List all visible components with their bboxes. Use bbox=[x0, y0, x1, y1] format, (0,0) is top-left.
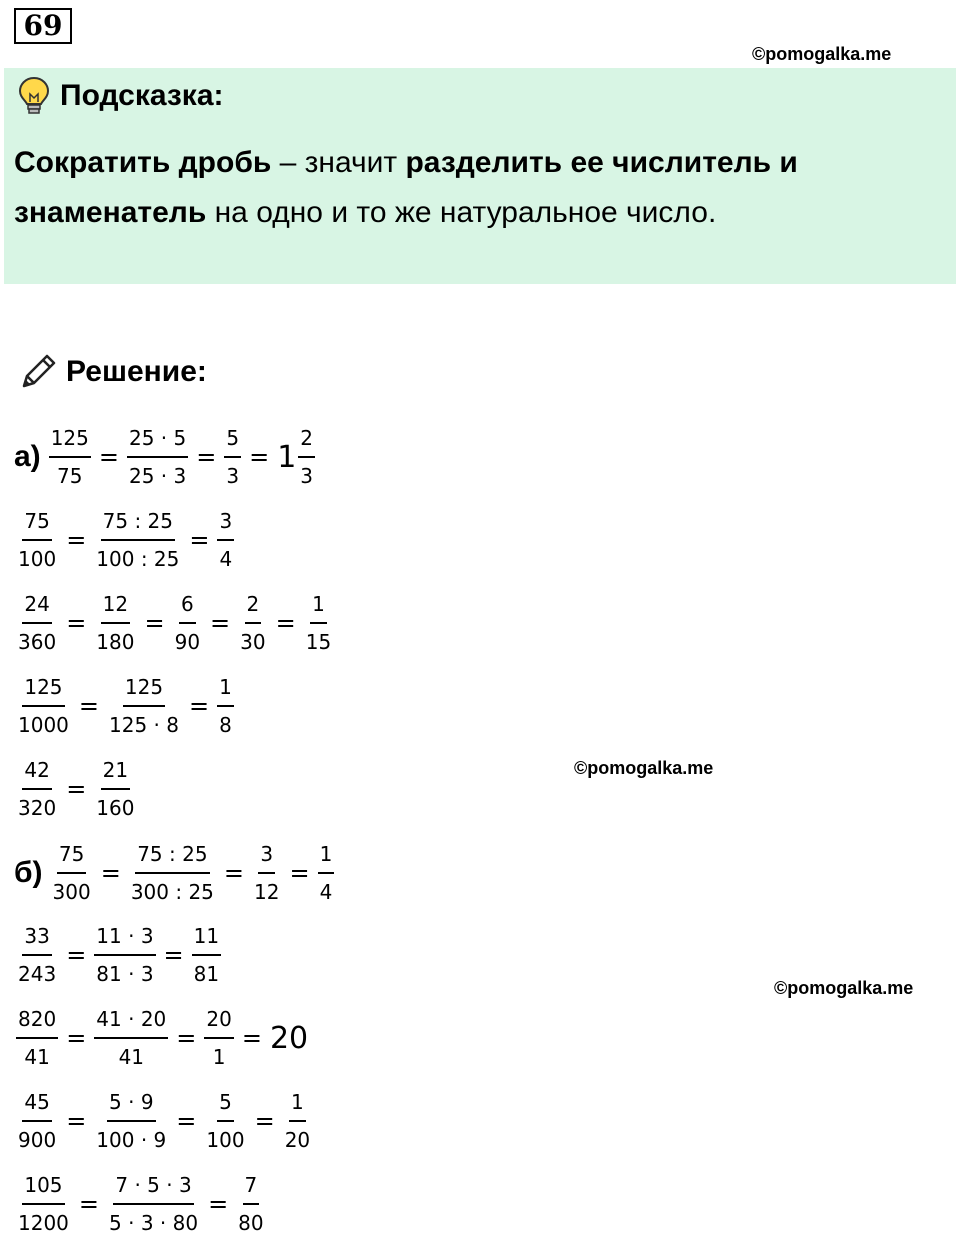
equals-sign: = bbox=[223, 859, 245, 887]
numerator: 3 bbox=[217, 507, 234, 541]
denominator: 160 bbox=[96, 796, 135, 820]
equation-line bbox=[14, 1088, 314, 1154]
numerator: 11 · 3 bbox=[94, 922, 155, 956]
fraction bbox=[283, 1088, 312, 1154]
denominator: 100 · 9 bbox=[96, 1128, 167, 1152]
fraction bbox=[217, 673, 234, 739]
denominator: 360 bbox=[18, 630, 57, 654]
hint-text bbox=[14, 138, 914, 238]
denominator: 3 bbox=[300, 464, 314, 488]
denominator: 900 bbox=[18, 1128, 57, 1152]
numerator: 6 bbox=[179, 590, 196, 624]
numerator: 75 : 25 bbox=[101, 507, 175, 541]
numerator: 1 bbox=[217, 673, 234, 707]
mixed-number-whole: 1 bbox=[277, 439, 297, 475]
numerator: 1 bbox=[310, 590, 327, 624]
equation-line bbox=[14, 840, 336, 906]
denominator: 1000 bbox=[18, 713, 69, 737]
equals-sign: = bbox=[66, 1107, 87, 1135]
denominator: 90 bbox=[174, 630, 201, 654]
hint-header bbox=[18, 76, 224, 116]
equals-sign: = bbox=[78, 1190, 100, 1218]
denominator: 100 : 25 bbox=[96, 547, 180, 571]
equals-sign: = bbox=[189, 526, 210, 554]
numerator: 1 bbox=[289, 1088, 306, 1122]
fraction bbox=[51, 840, 93, 906]
fraction bbox=[94, 922, 155, 988]
fraction bbox=[16, 756, 58, 822]
denominator: 243 bbox=[18, 962, 57, 986]
equals-sign: = bbox=[66, 526, 87, 554]
denominator: 75 bbox=[57, 464, 83, 488]
equals-sign: = bbox=[176, 1024, 197, 1052]
numerator: 5 bbox=[217, 1088, 234, 1122]
part-label-b: б) bbox=[14, 856, 43, 889]
equals-sign: = bbox=[144, 609, 165, 637]
denominator: 4 bbox=[319, 880, 333, 904]
equals-sign: = bbox=[196, 443, 217, 471]
denominator: 100 bbox=[206, 1128, 245, 1152]
numerator: 125 bbox=[49, 424, 91, 458]
fraction bbox=[49, 424, 91, 490]
equals-sign: = bbox=[189, 692, 210, 720]
numerator: 1 bbox=[318, 840, 335, 874]
hint-text-2: на одно и то же натуральное число. bbox=[206, 196, 717, 229]
numerator: 820 bbox=[16, 1005, 58, 1039]
denominator: 25 · 3 bbox=[128, 464, 187, 488]
denominator: 81 · 3 bbox=[96, 962, 154, 986]
pencil-icon bbox=[18, 352, 58, 392]
fraction bbox=[94, 590, 136, 656]
denominator: 15 bbox=[305, 630, 332, 654]
fraction bbox=[204, 1088, 246, 1154]
numerator: 33 bbox=[22, 922, 51, 956]
part-label-a: а) bbox=[14, 440, 41, 473]
hint-bold-2: разделить ее числитель и знаменатель bbox=[14, 146, 798, 229]
fraction bbox=[238, 590, 267, 656]
denominator: 30 bbox=[240, 630, 266, 654]
task-number: 69 bbox=[14, 8, 72, 44]
fraction bbox=[224, 424, 241, 490]
fraction bbox=[304, 590, 333, 656]
denominator: 12 bbox=[254, 880, 280, 904]
numerator: 125 bbox=[22, 673, 64, 707]
equals-sign: = bbox=[66, 609, 87, 637]
fraction bbox=[16, 590, 58, 656]
denominator: 80 bbox=[238, 1211, 264, 1235]
fraction bbox=[107, 1171, 200, 1237]
fraction bbox=[204, 1005, 233, 1071]
fraction bbox=[16, 507, 58, 573]
numerator: 7 bbox=[243, 1171, 260, 1205]
fraction bbox=[94, 507, 181, 573]
numerator: 21 bbox=[101, 756, 130, 790]
denominator: 1 bbox=[212, 1045, 226, 1069]
equals-sign: = bbox=[254, 1107, 275, 1135]
hint-title: Подсказка: bbox=[60, 79, 224, 112]
numerator: 41 · 20 bbox=[94, 1005, 168, 1039]
fraction bbox=[16, 1088, 58, 1154]
denominator: 300 bbox=[52, 880, 91, 904]
numerator: 42 bbox=[22, 756, 51, 790]
equals-sign: = bbox=[208, 1190, 229, 1218]
fraction bbox=[192, 922, 221, 988]
equation-line bbox=[14, 424, 317, 490]
fraction bbox=[94, 1005, 168, 1071]
numerator: 75 : 25 bbox=[135, 840, 209, 874]
equation-line bbox=[14, 590, 335, 656]
fraction bbox=[129, 840, 216, 906]
watermark-top: ©pomogalka.me bbox=[752, 44, 892, 64]
result-number: 20 bbox=[269, 1020, 309, 1056]
denominator: 5 · 3 · 80 bbox=[109, 1211, 199, 1235]
numerator: 2 bbox=[245, 590, 262, 624]
equals-sign: = bbox=[100, 859, 121, 887]
denominator: 125 · 8 bbox=[109, 713, 179, 737]
solution-title: Решение: bbox=[66, 355, 207, 388]
numerator: 24 bbox=[22, 590, 51, 624]
numerator: 125 bbox=[123, 673, 165, 707]
fraction bbox=[94, 756, 136, 822]
denominator: 320 bbox=[18, 796, 57, 820]
fraction bbox=[16, 1171, 71, 1237]
denominator: 41 bbox=[118, 1045, 145, 1069]
fraction bbox=[127, 424, 188, 490]
denominator: 20 bbox=[284, 1128, 311, 1152]
numerator: 7 · 5 · 3 bbox=[113, 1171, 193, 1205]
equals-sign: = bbox=[66, 1024, 87, 1052]
equation-line bbox=[14, 756, 138, 822]
equals-sign: = bbox=[78, 692, 100, 720]
denominator: 180 bbox=[96, 630, 135, 654]
numerator: 12 bbox=[101, 590, 130, 624]
equals-sign: = bbox=[275, 609, 296, 637]
numerator: 45 bbox=[22, 1088, 51, 1122]
numerator: 20 bbox=[204, 1005, 233, 1039]
denominator: 3 bbox=[226, 464, 240, 488]
fraction bbox=[16, 673, 71, 739]
solution-header bbox=[18, 352, 207, 392]
denominator: 4 bbox=[219, 547, 233, 571]
denominator: 1200 bbox=[18, 1211, 69, 1235]
fraction bbox=[107, 673, 181, 739]
fraction bbox=[217, 507, 234, 573]
hint-text-1: – значит bbox=[271, 146, 406, 179]
denominator: 300 : 25 bbox=[130, 880, 214, 904]
equation-line bbox=[14, 507, 236, 573]
equals-sign: = bbox=[241, 1024, 262, 1052]
numerator: 3 bbox=[258, 840, 275, 874]
numerator: 75 bbox=[22, 507, 51, 541]
equals-sign: = bbox=[98, 443, 119, 471]
hint-bold-1: Сократить дробь bbox=[14, 146, 272, 179]
numerator: 105 bbox=[22, 1171, 64, 1205]
fraction bbox=[16, 922, 58, 988]
numerator: 11 bbox=[192, 922, 221, 956]
denominator: 41 bbox=[24, 1045, 50, 1069]
equals-sign: = bbox=[249, 443, 270, 471]
equals-sign: = bbox=[289, 859, 310, 887]
denominator: 100 bbox=[18, 547, 57, 571]
equation-line bbox=[14, 673, 236, 739]
numerator: 75 bbox=[57, 840, 86, 874]
equals-sign: = bbox=[163, 941, 184, 969]
numerator: 2 bbox=[298, 424, 315, 458]
equals-sign: = bbox=[66, 775, 87, 803]
fraction bbox=[318, 840, 335, 906]
mixed-number-fraction bbox=[298, 424, 315, 490]
denominator: 8 bbox=[219, 713, 232, 737]
fraction bbox=[94, 1088, 168, 1154]
equals-sign: = bbox=[66, 941, 87, 969]
numerator: 25 · 5 bbox=[127, 424, 188, 458]
equals-sign: = bbox=[176, 1107, 197, 1135]
equation-line bbox=[14, 922, 223, 988]
fraction bbox=[16, 1005, 58, 1071]
lightbulb-icon bbox=[18, 76, 50, 116]
equals-sign: = bbox=[210, 609, 231, 637]
fraction bbox=[252, 840, 281, 906]
fraction bbox=[173, 590, 202, 656]
watermark-bottom: ©pomogalka.me bbox=[774, 978, 914, 998]
equation-line bbox=[14, 1005, 308, 1071]
watermark-middle: ©pomogalka.me bbox=[574, 758, 714, 778]
equation-line bbox=[14, 1171, 268, 1237]
numerator: 5 · 9 bbox=[107, 1088, 156, 1122]
denominator: 81 bbox=[193, 962, 220, 986]
numerator: 5 bbox=[224, 424, 241, 458]
fraction bbox=[236, 1171, 265, 1237]
